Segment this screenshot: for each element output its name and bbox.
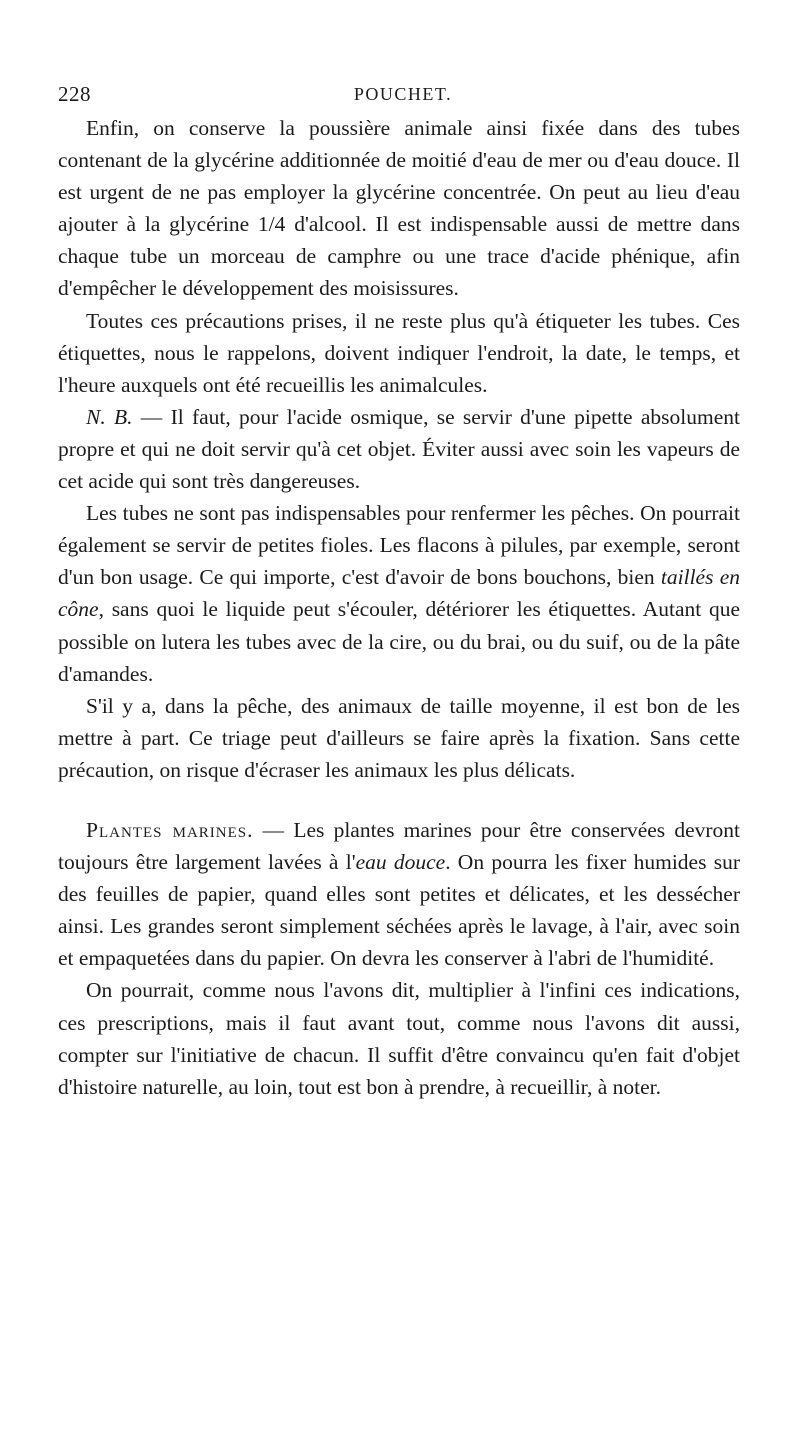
- tubes-text-start: Les tubes ne sont pas indispensables pour renfermer les pêches. On pourrait également se servir de petites fioles. Les flacons à pilules, par exemple, seront d'un bon usage. Ce qui importe, c'est d'avoir de bons bouchons, bien: [58, 501, 740, 590]
- paragraph-triage: S'il y a, dans la pêche, des animaux de taille moyenne, il est bon de les mettre à part. Ce triage peut d'ailleurs se faire après la fixation. Sans cette précaution, on risque d'écraser les animaux les plus délicats.: [58, 693, 740, 782]
- plantes-text-start: — Les plantes marines pour être conservées devront toujours être largement lavées à l': [58, 817, 740, 875]
- body-text: [58, 112, 740, 1103]
- running-title: POUCHET.: [353, 84, 453, 104]
- paragraph-nota-bene: [58, 401, 740, 497]
- nota-bene-label: N. B.: [86, 404, 133, 429]
- nota-bene-text: — Il faut, pour l'acide osmique, se servir d'une pipette absolument propre et qui ne doit servir qu'à cet objet. Éviter aussi avec soin les vapeurs de cet acide qui sont très dangereuses.: [58, 404, 740, 494]
- tubes-text-end: , sans quoi le liquide peut s'écouler, détériorer les étiquettes. Autant que possible on lutera les tubes avec de la cire, ou du brai, ou du suif, ou de la pâte d'amandes.: [58, 597, 740, 686]
- paragraph-etiquettes: Toutes ces précautions prises, il ne reste plus qu'à étiqueter les tubes. Ces étiquettes, nous le rappelons, doivent indiquer l'endroit, la date, le temps, et l'heure auxquels ont été recueillis les animalcules.: [58, 308, 740, 397]
- plantes-emphasis: eau douce: [355, 850, 446, 875]
- section-heading-plantes-marines: Plantes marines.: [86, 817, 254, 842]
- paragraph-conclusion: On pourrait, comme nous l'avons dit, multiplier à l'infini ces indications, ces prescriptions, mais il faut avant tout, comme nous l'avons dit aussi, compter sur l'initiative de chacun. Il suffit d'être convaincu qu'en fait d'objet d'histoire naturelle, au loin, tout est bon à prendre, à recueillir, à noter.: [58, 978, 740, 1099]
- running-head: [58, 82, 748, 108]
- paragraph-plantes-marines: [58, 814, 740, 974]
- paragraph-conservation: Enfin, on conserve la poussière animale ainsi fixée dans des tubes contenant de la glycérine additionnée de moitié d'eau de mer ou d'eau douce. Il est urgent de ne pas employer la glycérine concentrée. On peut au lieu d'eau ajouter à la glycérine 1/4 d'alcool. Il est indispensable aussi de mettre dans chaque tube un morceau de camphre ou une trace d'acide phénique, afin d'empêcher le développement des moisissures.: [58, 116, 740, 301]
- tubes-emphasis: taillés en cône: [58, 565, 740, 622]
- plantes-text-end: . On pourra les fixer humides sur des feuilles de papier, quand elles sont petites et délicates, et les dessécher ainsi. Les grandes seront simplement séchées après le lavage, à l'air, avec soin et empaquetées dans du papier. On devra les conserver à l'abri de l'humidité.: [58, 850, 740, 971]
- page-number: 228: [58, 82, 91, 106]
- paragraph-tubes: [58, 497, 740, 690]
